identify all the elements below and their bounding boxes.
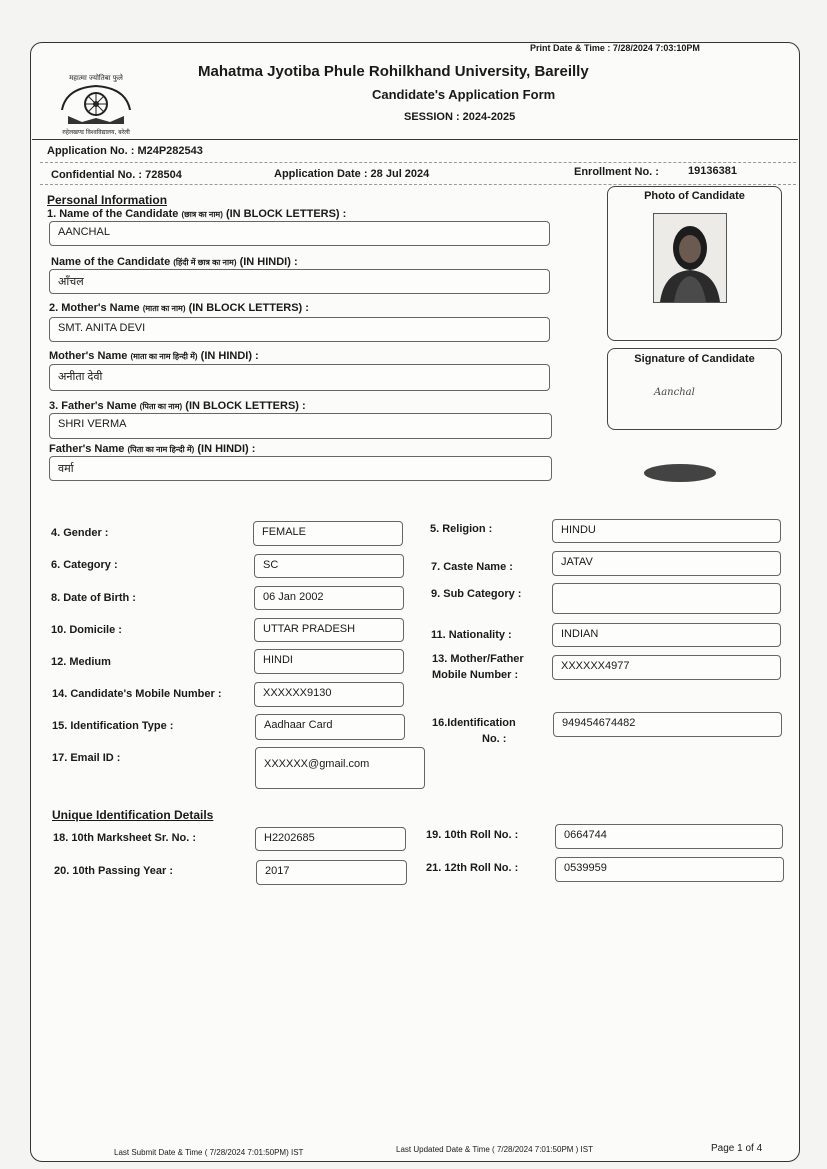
religion-label: 5. Religion : [430,523,493,535]
print-date: Print Date & Time : 7/28/2024 7:03:10PM [530,43,700,53]
email-label: 17. Email ID : [52,752,121,764]
unique-id-heading: Unique Identification Details [52,808,214,822]
signature-box [607,348,782,430]
father-name-field[interactable]: SHRI VERMA [49,413,552,439]
passing-year-label: 20. 10th Passing Year : [54,865,174,877]
parent-mobile-field[interactable]: XXXXXX4977 [552,655,781,680]
photo-title: Photo of Candidate [644,190,745,202]
mobile-label: 14. Candidate's Mobile Number : [52,688,222,700]
caste-label: 7. Caste Name : [431,561,513,573]
caste-field[interactable]: JATAV [552,551,781,576]
category-label: 6. Category : [51,559,118,571]
id-number-label-2: No. : [482,733,507,745]
personal-info-heading: Personal Information [47,193,168,207]
candidate-name-field[interactable]: AANCHAL [49,221,550,246]
meta-divider [40,162,796,163]
application-date: Application Date : 28 Jul 2024 [274,168,430,180]
nationality-field[interactable]: INDIAN [552,623,781,647]
id-number-field[interactable]: 949454674482 [553,712,782,737]
form-title: Candidate's Application Form [372,87,556,102]
roll10-label: 19. 10th Roll No. : [426,829,519,841]
candidate-signature: Aanchal [654,387,695,398]
father-name-hindi-field[interactable]: वर्मा [49,456,552,481]
session: SESSION : 2024-2025 [404,111,516,123]
mother-name-hindi-label: Mother's Name (माता का नाम हिन्दी में) (IN HINDI) : [49,350,259,362]
candidate-name-hindi-field[interactable]: आँचल [49,269,550,294]
gender-field[interactable]: FEMALE [253,521,403,546]
father-name-hindi-label: Father's Name (पिता का नाम हिन्दी में) (IN HINDI) : [49,443,256,455]
medium-field[interactable]: HINDI [254,649,404,674]
enrollment-label: Enrollment No. : [574,166,659,178]
meta-divider-2 [40,184,796,185]
category-field[interactable]: SC [254,554,404,578]
candidate-name-hindi-label: Name of the Candidate (हिंदी में छात्र का नाम) (IN HINDI) : [51,256,298,268]
thumb-impression [644,464,716,482]
sub-category-label: 9. Sub Category : [431,588,522,600]
last-submit-date: Last Submit Date & Time ( 7/28/2024 7:01:50PM) IST [114,1148,304,1157]
id-type-field[interactable]: Aadhaar Card [255,714,405,740]
university-logo [44,72,148,138]
id-type-label: 15. Identification Type : [52,720,174,732]
domicile-label: 10. Domicile : [51,624,122,636]
marksheet-field[interactable]: H2202685 [255,827,406,851]
sub-category-field[interactable] [552,583,781,614]
page-number: Page 1 of 4 [711,1143,763,1154]
header-divider [32,139,798,140]
application-number: Application No. : M24P282543 [47,145,203,157]
gender-label: 4. Gender : [51,527,109,539]
logo-text-bottom: रुहेलखण्ड विश्वविद्यालय, बरेली [62,129,130,136]
passing-year-field[interactable]: 2017 [256,860,407,885]
parent-mobile-label-2: Mobile Number : [432,669,519,681]
confidential-number: Confidential No. : 728504 [51,169,182,181]
mobile-field[interactable]: XXXXXX9130 [254,682,404,707]
parent-mobile-label-1: 13. Mother/Father [432,653,524,665]
candidate-name-label: 1. Name of the Candidate (छात्र का नाम) (IN BLOCK LETTERS) : [47,208,347,220]
signature-title: Signature of Candidate [634,353,755,365]
nationality-label: 11. Nationality : [431,629,512,641]
enrollment-value: 19136381 [688,165,737,177]
marksheet-label: 18. 10th Marksheet Sr. No. : [53,832,197,844]
photo-box [607,186,782,341]
roll12-field[interactable]: 0539959 [555,857,784,882]
roll12-label: 21. 12th Roll No. : [426,862,519,874]
dob-label: 8. Date of Birth : [51,592,136,604]
father-name-label: 3. Father's Name (पिता का नाम) (IN BLOCK LETTERS) : [49,400,306,412]
mother-name-label: 2. Mother's Name (माता का नाम) (IN BLOCK LETTERS) : [49,302,309,314]
logo-text-top: महात्मा ज्योतिबा फुले [69,74,123,82]
mother-name-hindi-field[interactable]: अनीता देवी [49,364,550,391]
id-number-label-1: 16.Identification [432,717,516,729]
last-updated-date: Last Updated Date & Time ( 7/28/2024 7:01:50PM ) IST [396,1145,593,1154]
domicile-field[interactable]: UTTAR PRADESH [254,618,404,642]
mother-name-field[interactable]: SMT. ANITA DEVI [49,317,550,342]
medium-label: 12. Medium [51,656,111,668]
candidate-photo [653,213,727,303]
university-name: Mahatma Jyotiba Phule Rohilkhand University, Bareilly [198,63,589,80]
dob-field[interactable]: 06 Jan 2002 [254,586,404,610]
religion-field[interactable]: HINDU [552,519,781,543]
email-field[interactable]: XXXXXX@gmail.com [255,747,425,789]
roll10-field[interactable]: 0664744 [555,824,783,849]
